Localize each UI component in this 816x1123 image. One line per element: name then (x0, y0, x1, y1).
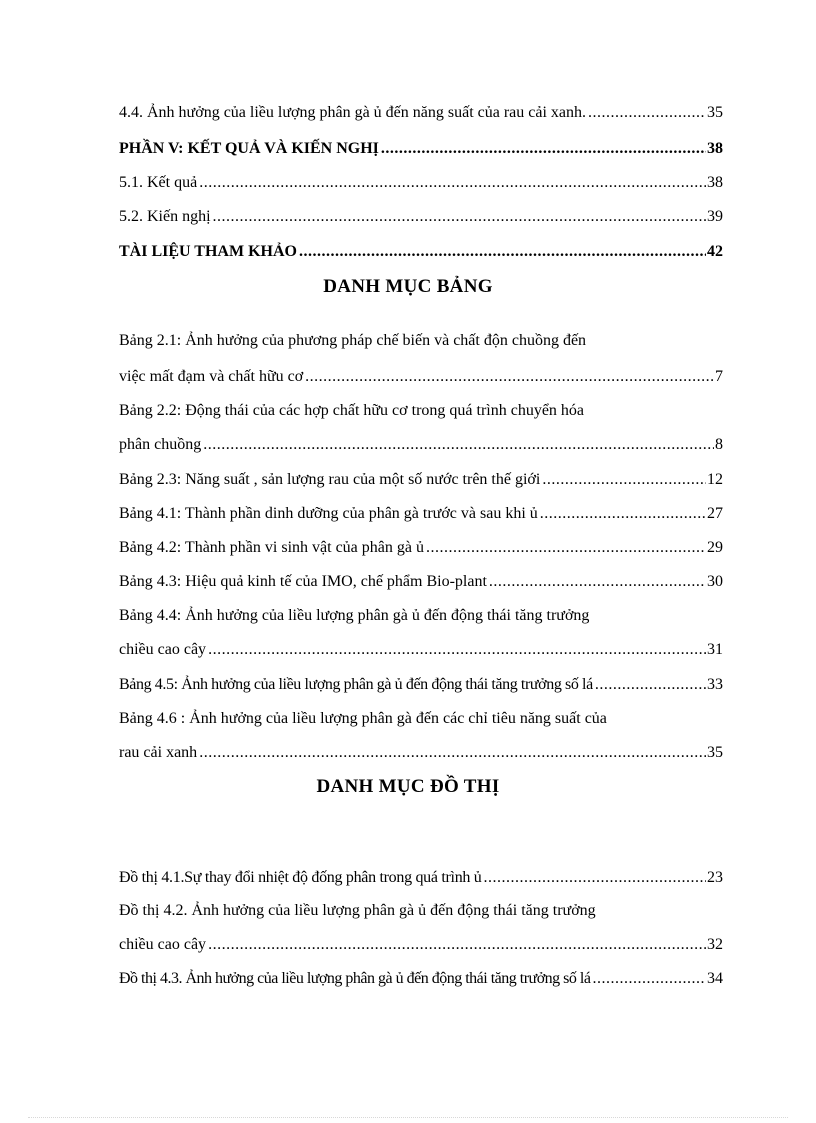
table-entry-page: 8 (715, 436, 723, 453)
table-entry-text: Bảng 4.5: Ảnh hưởng của liều lượng phân gà ủ đến động thái tăng trưởng số lá (119, 676, 593, 693)
toc-entry-page: 39 (707, 208, 723, 225)
chart-entry-line1[interactable] (119, 900, 723, 922)
table-entry-page: 35 (707, 744, 723, 761)
toc-entry-page: 38 (707, 174, 723, 191)
table-entry-text: Bảng 4.3: Hiệu quả kinh tế của IMO, chế phẩm Bio-plant (119, 573, 487, 590)
table-entry-page: 7 (715, 368, 723, 385)
chart-entry-text: Đồ thị 4.2. Ảnh hưởng của liều lượng phân gà ủ đến động thái tăng trưởng (119, 902, 596, 919)
table-entry-page: 30 (707, 573, 723, 590)
dot-leader (540, 503, 706, 525)
table-entry-page: 27 (707, 505, 723, 522)
table-entry-text: Bảng 2.2: Động thái của các hợp chất hữu cơ trong quá trình chuyển hóa (119, 402, 585, 419)
table-entry-text: Bảng 2.1: Ảnh hưởng của phương pháp chế biến và chất độn chuồng đến (119, 332, 587, 349)
chart-entry-page: 32 (707, 936, 723, 953)
table-entry[interactable] (119, 503, 723, 525)
table-entry[interactable] (119, 639, 723, 661)
table-entry[interactable] (119, 674, 723, 696)
table-entry-text: phân chuồng (119, 436, 202, 453)
chart-entry[interactable] (119, 934, 723, 956)
table-entry[interactable] (119, 434, 723, 456)
toc-entry-page: 35 (707, 104, 723, 121)
table-entry[interactable] (119, 537, 723, 559)
dot-leader (592, 968, 706, 990)
toc-entry-page: 38 (707, 140, 723, 157)
table-entry-page: 12 (707, 471, 723, 488)
toc-entry-text: PHẦN V: KẾT QUẢ VÀ KIẾN NGHỊ (119, 140, 379, 157)
toc-entry-page: 42 (707, 243, 723, 260)
dot-leader (489, 571, 706, 593)
table-entry-text: việc mất đạm và chất hữu cơ (119, 368, 304, 385)
dot-leader (213, 206, 706, 228)
table-entry[interactable] (119, 366, 723, 388)
dot-leader (299, 241, 706, 263)
dot-leader (595, 674, 706, 696)
toc-entry[interactable] (119, 138, 723, 160)
table-entry-text: Bảng 4.6 : Ảnh hưởng của liều lượng phân gà đến các chỉ tiêu năng suất của (119, 710, 607, 727)
table-entry-text: Bảng 4.2: Thành phần vi sinh vật của phân gà ủ (119, 539, 424, 556)
dot-leader (199, 742, 706, 764)
dot-leader (426, 537, 706, 559)
dot-leader (208, 934, 706, 956)
table-entry-page: 29 (707, 539, 723, 556)
dot-leader (199, 172, 706, 194)
table-entry-page: 31 (707, 641, 723, 658)
toc-entry-text: 5.1. Kết quả (119, 174, 198, 191)
toc-entry[interactable] (119, 241, 723, 263)
table-entry[interactable] (119, 742, 723, 764)
table-entry-page: 33 (707, 676, 723, 693)
table-entry-line1[interactable] (119, 400, 723, 422)
table-entry-text: chiều cao cây (119, 641, 207, 658)
table-entry-text: Bảng 4.4: Ảnh hưởng của liều lượng phân gà ủ đến động thái tăng trưởng (119, 607, 590, 624)
chart-entry-page: 23 (707, 869, 723, 886)
table-entry-text: rau cải xanh (119, 744, 198, 761)
table-entry-line1[interactable] (119, 330, 723, 352)
chart-entry-page: 34 (707, 970, 723, 987)
chart-entry-text: chiều cao cây (119, 936, 207, 953)
chart-entry-text: Đồ thị 4.1.Sự thay đổi nhiệt độ đống phân trong quá trình ủ (119, 869, 482, 886)
chart-entry-text: Đồ thị 4.3. Ảnh hưởng của liều lượng phân gà ủ đến động thái tăng trưởng số lá (119, 970, 591, 987)
dot-leader (588, 102, 706, 124)
dot-leader (484, 867, 707, 889)
dot-leader (208, 639, 706, 661)
toc-entry-text: TÀI LIỆU THAM KHẢO (119, 243, 297, 260)
toc-entry-text: 4.4. Ảnh hưởng của liều lượng phân gà ủ đến năng suất của rau cải xanh. (119, 104, 587, 121)
table-entry-line1[interactable] (119, 605, 723, 627)
table-entry[interactable] (119, 469, 723, 491)
dot-leader (203, 434, 714, 456)
table-entry[interactable] (119, 571, 723, 593)
dot-leader (305, 366, 714, 388)
toc-entry[interactable] (119, 172, 723, 194)
dot-leader (381, 138, 706, 160)
toc-entry-text: 5.2. Kiến nghị (119, 208, 211, 225)
toc-entry[interactable] (119, 102, 723, 124)
chart-entry[interactable] (119, 867, 723, 889)
chart-entry[interactable] (119, 968, 723, 990)
toc-entry[interactable] (119, 206, 723, 228)
page-bottom-rule (28, 1117, 788, 1118)
dot-leader (542, 469, 706, 491)
charts-heading: DANH MỤC ĐỒ THỊ (316, 776, 500, 797)
table-entry-line1[interactable] (119, 708, 723, 730)
table-entry-text: Bảng 2.3: Năng suất , sản lượng rau của một số nước trên thế giới (119, 471, 541, 488)
tables-heading: DANH MỤC BẢNG (323, 276, 493, 297)
table-entry-text: Bảng 4.1: Thành phần dinh dưỡng của phân gà trước và sau khi ủ (119, 505, 538, 522)
